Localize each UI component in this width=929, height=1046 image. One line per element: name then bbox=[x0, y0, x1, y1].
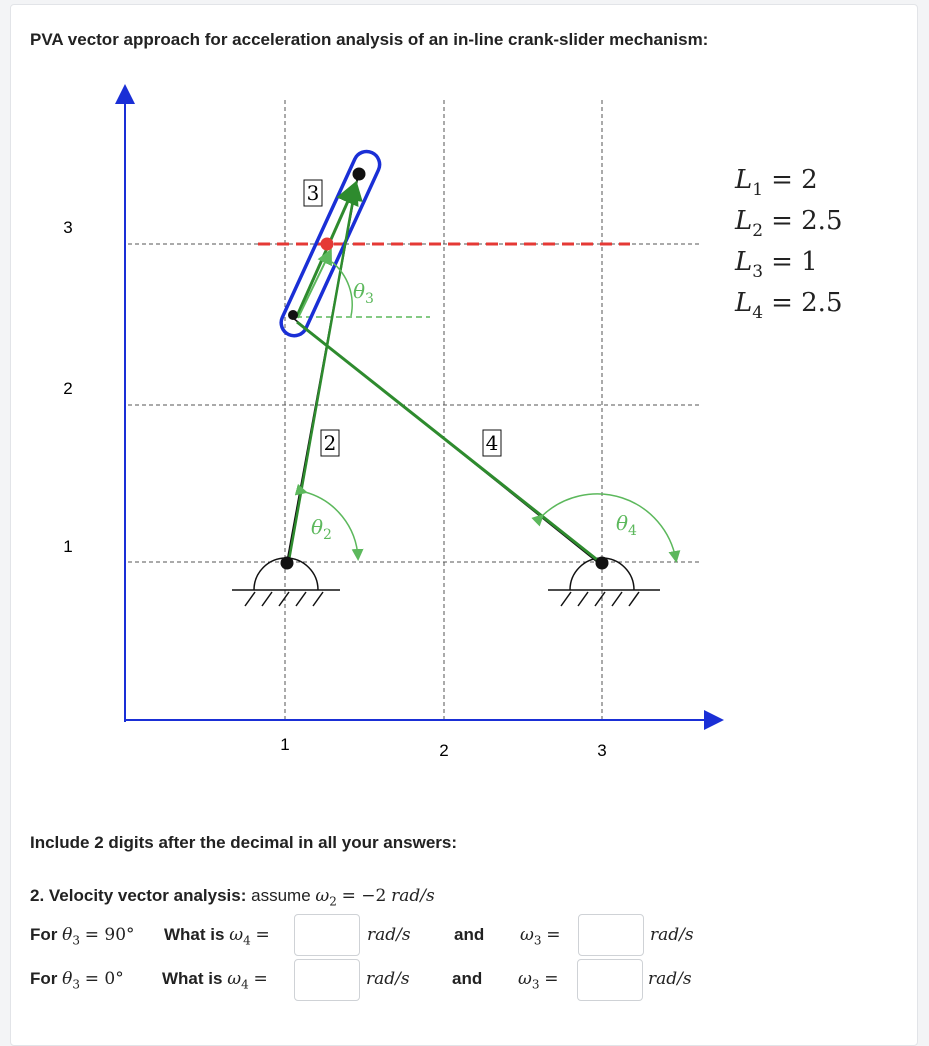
row2-and: and bbox=[452, 969, 483, 988]
question-line bbox=[30, 886, 435, 908]
length-list bbox=[734, 165, 818, 200]
omega2-sub: 2 bbox=[329, 894, 337, 909]
row2-w3-label: $\omega_3$ = bbox=[518, 969, 559, 992]
link2-label: 2 bbox=[323, 431, 337, 455]
row1-omega3-unit: rad/s bbox=[650, 925, 694, 945]
slider-point bbox=[321, 238, 334, 251]
omega2-unit: rad/s bbox=[391, 886, 435, 906]
row2-what-w4: What is $\omega_4$ = bbox=[162, 969, 268, 992]
row1-w3-label: $\omega_3$ = bbox=[520, 925, 561, 948]
instruction-text: Include 2 digits after the decimal in all your answers: bbox=[30, 833, 458, 852]
theta3-label: $\theta_3$ bbox=[353, 279, 374, 307]
omega2-value: = −2 bbox=[341, 886, 387, 906]
y-tick-label: 1 bbox=[63, 537, 73, 556]
y-tick-label: 2 bbox=[63, 379, 73, 398]
x-tick-label: 3 bbox=[597, 741, 607, 760]
length-L1: $L_1 = 2$ bbox=[735, 165, 818, 200]
assume-text: assume bbox=[251, 886, 311, 905]
row2-omega4-input[interactable] bbox=[294, 959, 360, 1001]
row2-omega3-unit: rad/s bbox=[648, 969, 692, 989]
row1-omega3-input[interactable] bbox=[578, 914, 644, 956]
x-tick-label: 2 bbox=[439, 741, 449, 760]
theta2-label: $\theta_2$ bbox=[311, 515, 332, 543]
row1-what-w4: What is $\omega_4$ = bbox=[164, 925, 270, 948]
length-L4: $L_4 = 2.5$ bbox=[735, 288, 843, 323]
theta4-arc bbox=[542, 494, 676, 560]
y-tick-label: 3 bbox=[63, 218, 73, 237]
row1-omega4-input[interactable] bbox=[294, 914, 360, 956]
omega2-symbol: ω bbox=[315, 886, 330, 906]
ground-joint-right bbox=[596, 557, 609, 570]
theta4-label: $\theta_4$ bbox=[616, 511, 637, 539]
joint-link3-link4 bbox=[288, 310, 298, 320]
length-L2: $L_2 = 2.5$ bbox=[735, 206, 843, 241]
joint-top bbox=[353, 168, 366, 181]
link4-vector bbox=[297, 322, 600, 562]
question-number: 2. Velocity vector analysis: bbox=[30, 886, 247, 905]
grid-lines bbox=[128, 100, 700, 722]
length-L3: $L_3 = 1$ bbox=[735, 247, 818, 282]
row1-and: and bbox=[454, 925, 485, 944]
ground-joint-left bbox=[281, 557, 294, 570]
link3-label: 3 bbox=[306, 181, 320, 205]
row1-omega4-unit: rad/s bbox=[367, 925, 411, 945]
row2-omega3-input[interactable] bbox=[577, 959, 643, 1001]
row2-omega4-unit: rad/s bbox=[366, 969, 410, 989]
link4-label: 4 bbox=[485, 431, 499, 455]
page-title: PVA vector approach for acceleration analysis of an in-line crank-slider mechanism: bbox=[30, 30, 709, 49]
row1-condition: For $\theta_3 = 90^\circ$ bbox=[30, 925, 135, 948]
x-tick-label: 1 bbox=[280, 735, 290, 754]
row2-condition: For $\theta_3 = 0^\circ$ bbox=[30, 969, 124, 992]
